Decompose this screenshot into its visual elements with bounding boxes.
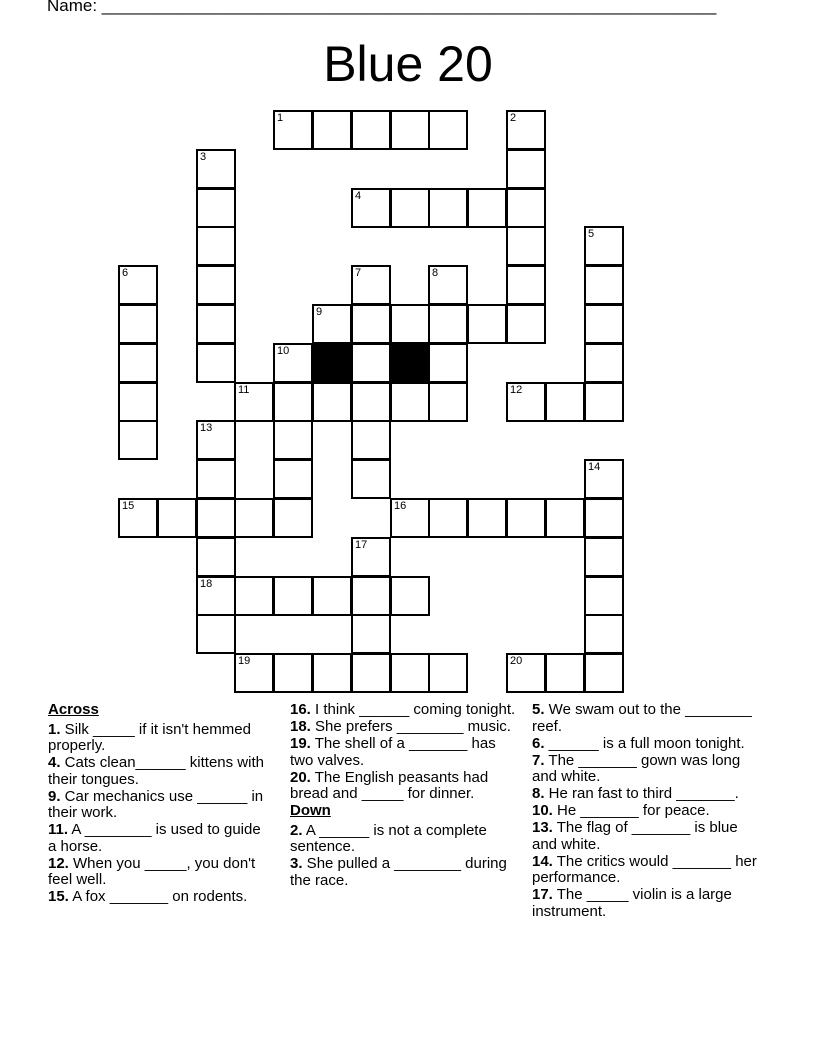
grid-cell[interactable] bbox=[234, 498, 274, 538]
down-clue bbox=[532, 803, 760, 820]
clue-number: 6 bbox=[122, 267, 129, 279]
clue-text: Silk _____ if it isn't hemmed properly. bbox=[48, 720, 251, 754]
down-clue bbox=[532, 786, 760, 803]
grid-cell[interactable] bbox=[506, 498, 546, 538]
grid-cell[interactable] bbox=[351, 343, 391, 383]
grid-cell[interactable] bbox=[351, 576, 391, 616]
across-clue bbox=[48, 822, 268, 855]
clue-text: A ______ is not a complete sentence. bbox=[290, 821, 487, 855]
clue-text: He ran fast to third _______. bbox=[544, 785, 739, 802]
grid-cell[interactable] bbox=[118, 420, 158, 460]
down-clue bbox=[532, 854, 760, 887]
clue-text: When you _____, you don't feel well. bbox=[48, 854, 256, 888]
clue-text: The critics would _______ her performance. bbox=[532, 852, 757, 886]
down-clue-list-continued bbox=[532, 702, 760, 920]
grid-cell[interactable] bbox=[118, 382, 158, 422]
clue-number: 11. bbox=[48, 821, 69, 838]
grid-cell[interactable] bbox=[157, 498, 197, 538]
grid-cell[interactable] bbox=[118, 498, 158, 538]
clue-text: A ________ is used to guide a horse. bbox=[48, 821, 261, 855]
clue-number: 11 bbox=[238, 384, 250, 396]
grid-cell[interactable] bbox=[273, 498, 313, 538]
grid-cell[interactable] bbox=[273, 343, 313, 383]
grid-cell[interactable] bbox=[351, 304, 391, 344]
name-field-label: Name: _________________________________________________________________ bbox=[47, 0, 717, 15]
clue-text: I think ______ coming tonight. bbox=[310, 701, 516, 718]
grid-cell[interactable] bbox=[584, 343, 624, 383]
clue-number: 12. bbox=[48, 854, 69, 872]
grid-cell[interactable] bbox=[196, 498, 236, 538]
grid-cell[interactable] bbox=[506, 110, 546, 150]
clue-number: 20. bbox=[290, 768, 311, 786]
clue-number: 3. bbox=[290, 855, 303, 872]
clue-text: Cats clean______ kittens with their tongues. bbox=[48, 754, 264, 788]
clue-number: 3 bbox=[200, 151, 207, 163]
grid-cell[interactable] bbox=[506, 304, 546, 344]
grid-cell[interactable] bbox=[312, 110, 352, 150]
clue-number: 5. bbox=[532, 701, 545, 718]
clue-text: She pulled a ________ during the race. bbox=[290, 855, 507, 889]
clue-number: 6. bbox=[532, 734, 545, 752]
across-heading: Across bbox=[48, 701, 99, 718]
grid-cell[interactable] bbox=[351, 653, 391, 693]
grid-cell[interactable] bbox=[234, 653, 274, 693]
grid-cell[interactable] bbox=[351, 382, 391, 422]
grid-cell[interactable] bbox=[584, 614, 624, 654]
down-clue bbox=[532, 887, 760, 920]
clue-text: The _______ gown was long and white. bbox=[532, 751, 741, 785]
grid-cell[interactable] bbox=[196, 614, 236, 654]
down-clue-list bbox=[290, 823, 518, 890]
across-clue bbox=[48, 789, 268, 822]
clue-number: 4 bbox=[355, 190, 362, 202]
grid-cell[interactable] bbox=[506, 265, 546, 305]
across-clue bbox=[48, 722, 268, 755]
grid-cell[interactable] bbox=[196, 420, 236, 460]
grid-cell[interactable] bbox=[390, 382, 430, 422]
clue-number: 1 bbox=[277, 112, 284, 124]
clue-column-2 bbox=[290, 702, 518, 890]
clue-number: 10. bbox=[532, 802, 553, 819]
grid-cell[interactable] bbox=[196, 304, 236, 344]
grid-cell[interactable] bbox=[584, 304, 624, 344]
grid-cell[interactable] bbox=[196, 576, 236, 616]
grid-cell[interactable] bbox=[351, 537, 391, 577]
grid-cell[interactable] bbox=[390, 498, 430, 538]
clue-number: 13 bbox=[200, 422, 213, 434]
across-clue bbox=[290, 736, 518, 769]
clue-text: The English peasants had bread and _____ for dinner. bbox=[290, 768, 489, 802]
clue-number: 9. bbox=[48, 787, 61, 805]
grid-cell[interactable] bbox=[196, 343, 236, 383]
clue-number: 14. bbox=[532, 852, 553, 870]
grid-cell[interactable] bbox=[506, 653, 546, 693]
grid-cell[interactable] bbox=[196, 149, 236, 189]
grid-cell[interactable] bbox=[584, 653, 624, 693]
grid-cell[interactable] bbox=[390, 653, 430, 693]
grid-cell[interactable] bbox=[428, 304, 468, 344]
down-heading: Down bbox=[290, 802, 331, 819]
down-clue bbox=[290, 856, 518, 889]
clue-text: The _____ violin is a large instrument. bbox=[532, 886, 732, 920]
grid-cell[interactable] bbox=[584, 382, 624, 422]
grid-cell[interactable] bbox=[312, 576, 352, 616]
grid-cell[interactable] bbox=[584, 459, 624, 499]
grid-cell[interactable] bbox=[584, 226, 624, 266]
clue-number: 13. bbox=[532, 819, 553, 836]
grid-cell[interactable] bbox=[506, 226, 546, 266]
grid-cell[interactable] bbox=[273, 653, 313, 693]
clue-number: 12 bbox=[510, 384, 523, 396]
clue-number: 1. bbox=[48, 720, 61, 738]
grid-cell[interactable] bbox=[428, 188, 468, 228]
across-clue bbox=[48, 856, 268, 889]
across-clue bbox=[48, 755, 268, 788]
clue-number: 17. bbox=[532, 886, 553, 903]
clue-text: She prefers ________ music. bbox=[310, 718, 511, 735]
grid-cell[interactable] bbox=[118, 265, 158, 305]
grid-block-cell bbox=[312, 343, 352, 383]
clue-column-1 bbox=[48, 702, 268, 906]
clue-number: 8 bbox=[432, 267, 439, 279]
grid-cell[interactable] bbox=[390, 110, 430, 150]
clue-number: 15 bbox=[122, 500, 135, 512]
across-clue bbox=[48, 889, 268, 906]
clue-text: Car mechanics use ______ in their work. bbox=[48, 787, 264, 821]
grid-cell[interactable] bbox=[196, 226, 236, 266]
grid-cell[interactable] bbox=[351, 110, 391, 150]
grid-cell[interactable] bbox=[312, 304, 352, 344]
across-clue bbox=[290, 770, 518, 803]
down-clue bbox=[532, 736, 760, 753]
grid-cell[interactable] bbox=[545, 382, 585, 422]
clue-number: 19 bbox=[238, 655, 251, 667]
grid-cell[interactable] bbox=[351, 265, 391, 305]
grid-cell[interactable] bbox=[584, 576, 624, 616]
grid-cell[interactable] bbox=[428, 265, 468, 305]
clue-text: The flag of _______ is blue and white. bbox=[532, 819, 738, 853]
grid-cell[interactable] bbox=[506, 149, 546, 189]
down-clue bbox=[532, 753, 760, 786]
clue-number: 5 bbox=[588, 228, 595, 240]
grid-cell[interactable] bbox=[506, 188, 546, 228]
clue-number: 20 bbox=[510, 655, 523, 667]
grid-block-cell bbox=[390, 343, 430, 383]
down-clue bbox=[532, 702, 760, 735]
grid-cell[interactable] bbox=[351, 459, 391, 499]
grid-cell[interactable] bbox=[196, 537, 236, 577]
grid-cell[interactable] bbox=[351, 188, 391, 228]
clue-number: 19. bbox=[290, 735, 311, 752]
grid-cell[interactable] bbox=[428, 110, 468, 150]
grid-cell[interactable] bbox=[584, 265, 624, 305]
grid-cell[interactable] bbox=[428, 343, 468, 383]
grid-cell[interactable] bbox=[196, 265, 236, 305]
grid-cell[interactable] bbox=[584, 498, 624, 538]
clue-number: 7. bbox=[532, 751, 545, 769]
across-clue bbox=[290, 719, 518, 736]
grid-cell[interactable] bbox=[545, 498, 585, 538]
grid-cell[interactable] bbox=[312, 382, 352, 422]
clue-number: 4. bbox=[48, 754, 61, 771]
grid-cell[interactable] bbox=[273, 459, 313, 499]
clue-text: He _______ for peace. bbox=[552, 802, 710, 819]
clue-number: 15. bbox=[48, 888, 69, 905]
grid-cell[interactable] bbox=[196, 459, 236, 499]
clue-number: 9 bbox=[316, 306, 323, 318]
clue-number: 16. bbox=[290, 701, 311, 718]
grid-cell[interactable] bbox=[428, 382, 468, 422]
clue-column-3 bbox=[532, 702, 760, 921]
grid-cell[interactable] bbox=[118, 304, 158, 344]
across-clue-list bbox=[48, 722, 268, 906]
grid-cell[interactable] bbox=[506, 382, 546, 422]
grid-cell[interactable] bbox=[273, 576, 313, 616]
grid-cell[interactable] bbox=[390, 576, 430, 616]
puzzle-title: Blue 20 bbox=[323, 36, 493, 92]
grid-cell[interactable] bbox=[273, 110, 313, 150]
clue-text: The shell of a _______ has two valves. bbox=[290, 735, 496, 769]
grid-cell[interactable] bbox=[234, 576, 274, 616]
grid-cell[interactable] bbox=[467, 304, 507, 344]
clue-number: 18 bbox=[200, 578, 213, 590]
down-clue bbox=[290, 823, 518, 856]
grid-cell[interactable] bbox=[428, 498, 468, 538]
clue-number: 8. bbox=[532, 785, 545, 802]
grid-cell[interactable] bbox=[467, 188, 507, 228]
grid-cell[interactable] bbox=[467, 498, 507, 538]
grid-cell[interactable] bbox=[390, 304, 430, 344]
grid-cell[interactable] bbox=[390, 188, 430, 228]
clue-number: 14 bbox=[588, 461, 601, 473]
across-clue-list-continued bbox=[290, 702, 518, 803]
grid-cell[interactable] bbox=[196, 188, 236, 228]
grid-cell[interactable] bbox=[273, 382, 313, 422]
clue-number: 16 bbox=[394, 500, 407, 512]
grid-cell[interactable] bbox=[312, 653, 352, 693]
clue-number: 2 bbox=[510, 112, 517, 124]
grid-cell[interactable] bbox=[351, 420, 391, 460]
grid-cell[interactable] bbox=[273, 420, 313, 460]
clue-number: 18. bbox=[290, 718, 311, 735]
down-clue bbox=[532, 820, 760, 853]
grid-cell[interactable] bbox=[118, 343, 158, 383]
grid-cell[interactable] bbox=[428, 653, 468, 693]
clue-text: A fox _______ on rodents. bbox=[68, 888, 248, 905]
clue-number: 2. bbox=[290, 821, 303, 839]
grid-cell[interactable] bbox=[351, 614, 391, 654]
grid-cell[interactable] bbox=[545, 653, 585, 693]
clue-number: 7 bbox=[355, 267, 362, 279]
clue-number: 17 bbox=[355, 539, 368, 551]
grid-cell[interactable] bbox=[584, 537, 624, 577]
clue-text: We swam out to the ________ reef. bbox=[532, 701, 752, 735]
clue-text: ______ is a full moon tonight. bbox=[544, 734, 745, 752]
grid-cell[interactable] bbox=[234, 382, 274, 422]
clue-number: 10 bbox=[277, 345, 290, 357]
across-clue bbox=[290, 702, 518, 719]
